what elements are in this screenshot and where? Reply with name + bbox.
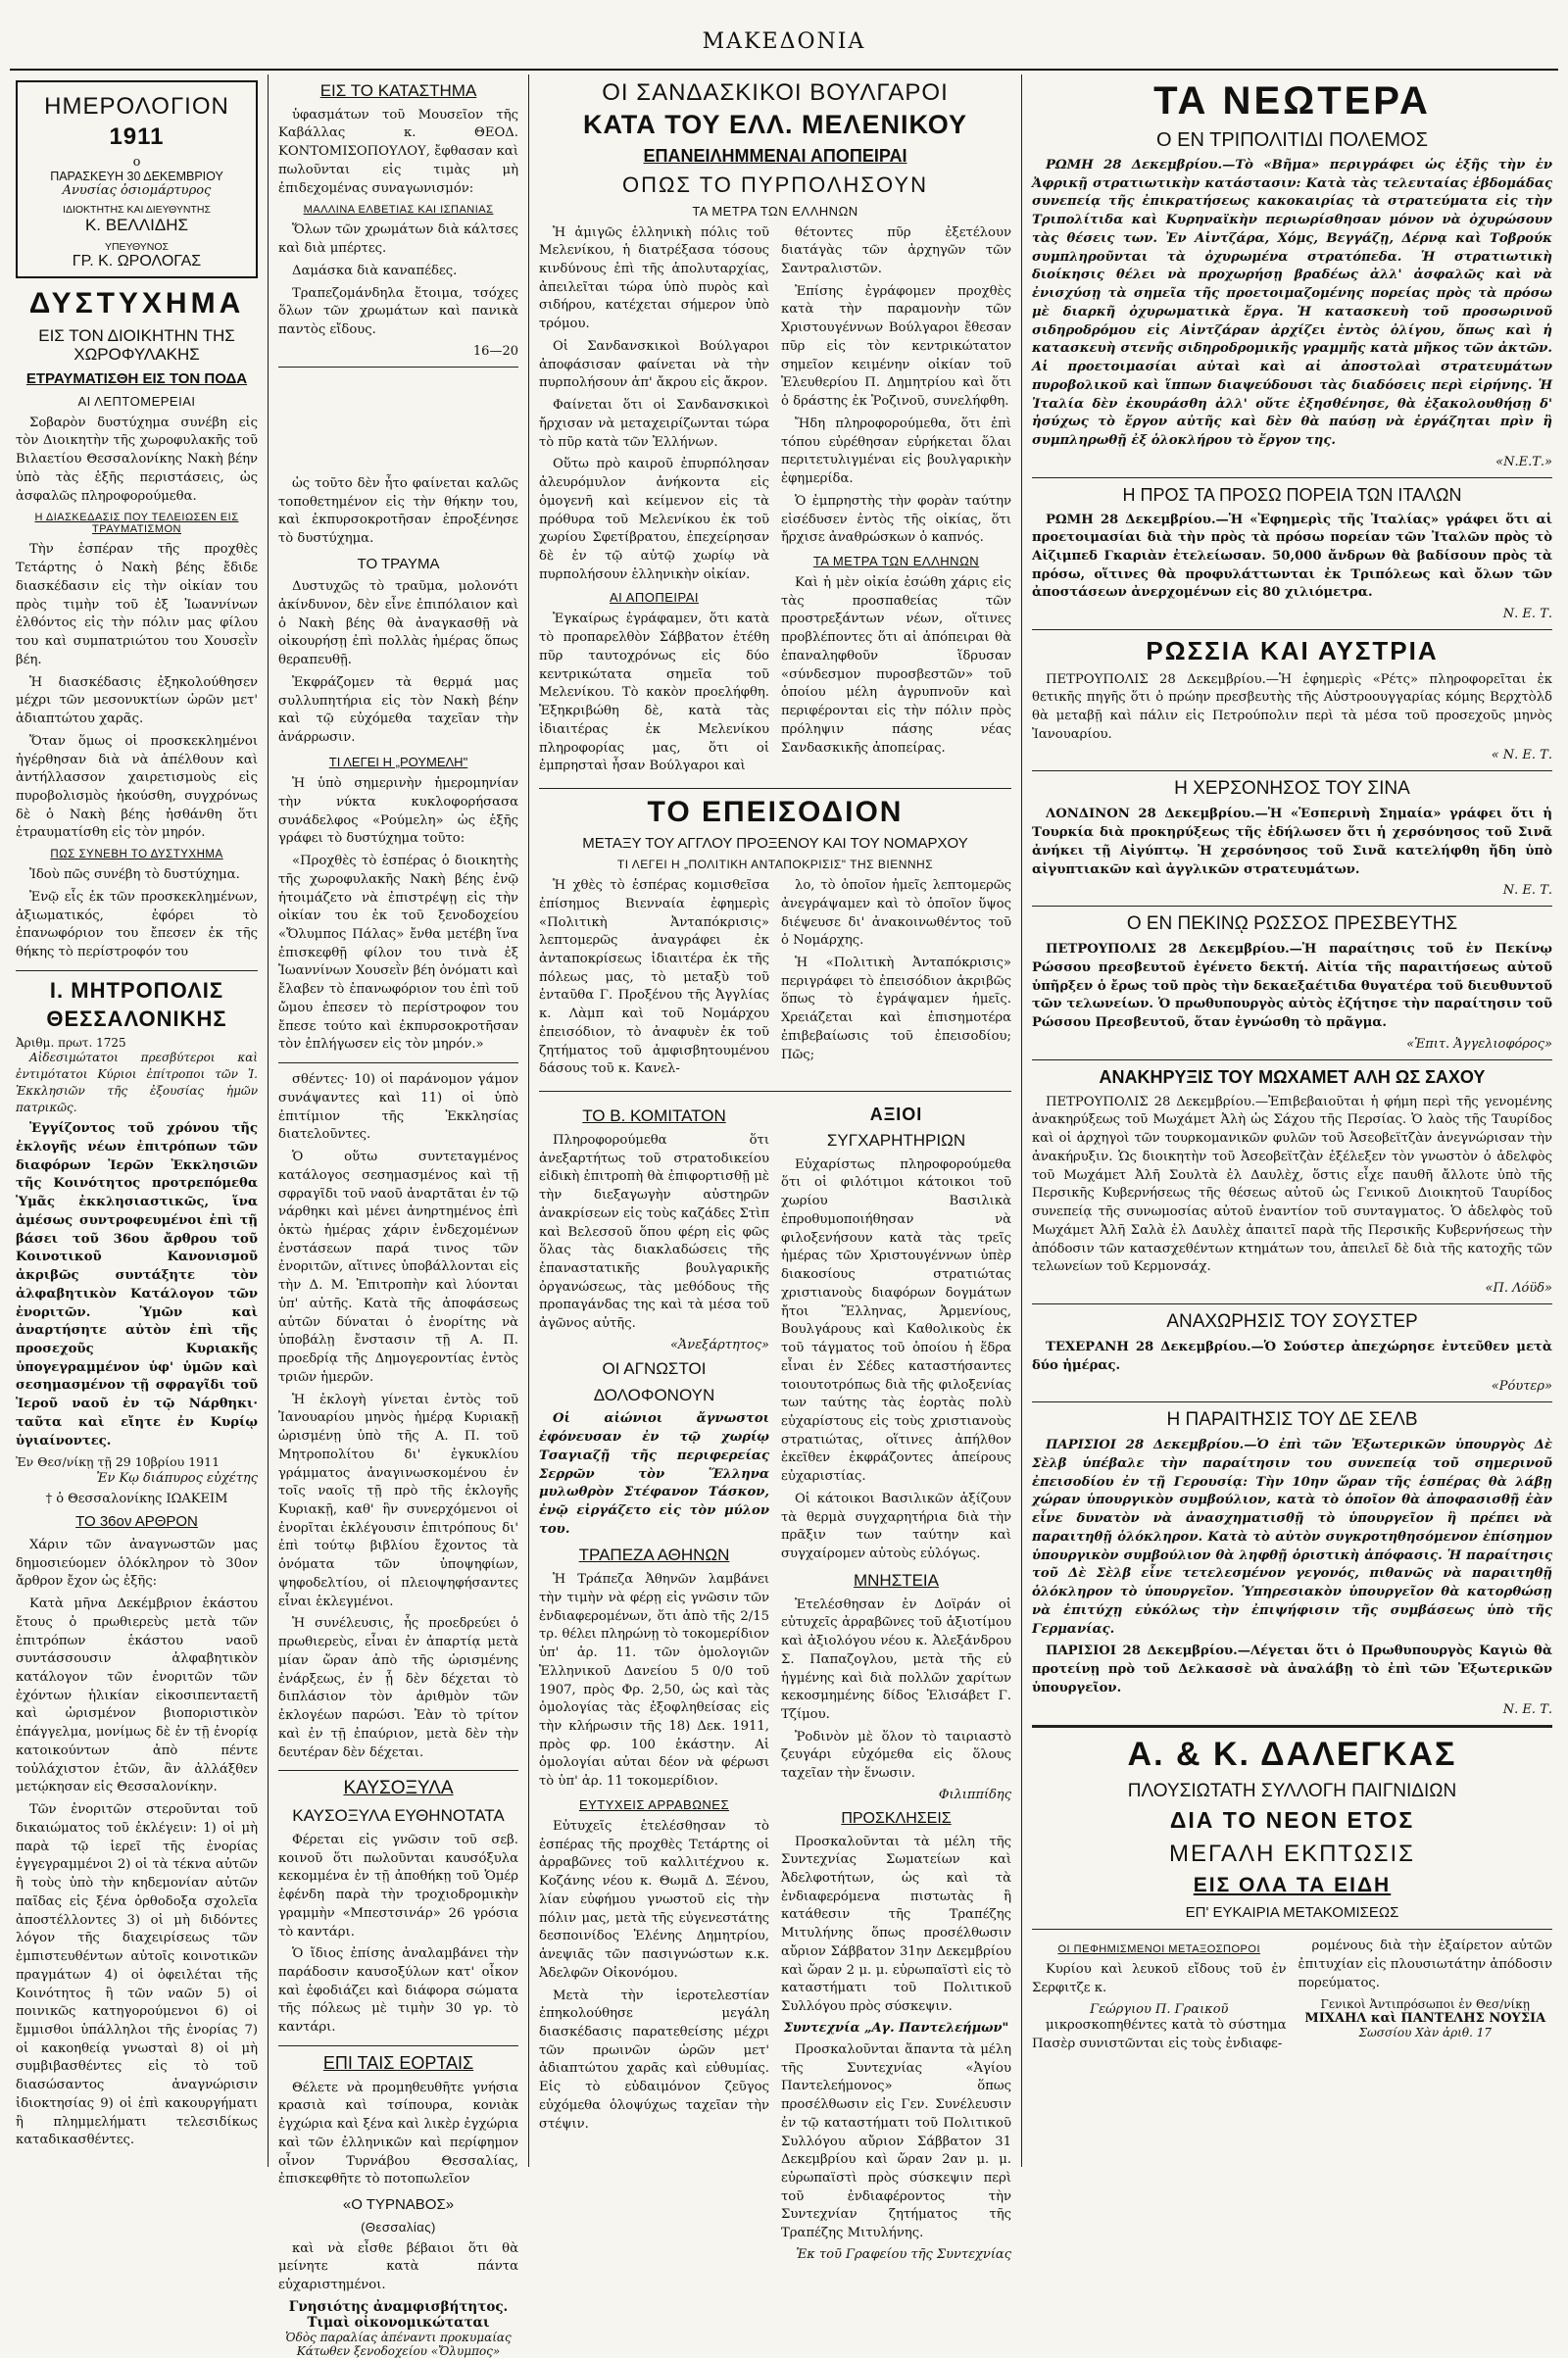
column-divider <box>268 74 269 2167</box>
mohamed-paragraph: ΠΕΤΡΟΥΠΟΛΙΣ 28 Δεκεμβρίου.—Ἐπιβεβαιοῦται ἡ φήμη περὶ τῆς γενομένης ἀνακηρύξεως τοῦ Μωχάμετ Ἀλὴ ὡς Σάχου τῆς Περσίας. Ὁ λαὸς τῆς Ταυρίδος καὶ οἱ ἀρχηγοὶ τῶν τουρκομανικῶν φυλῶν τοῦ Ἀσεοβεϊτζὰν ἀνεγνώρισαν τὴν ἀνακήρυξιν. Ὡς διοικητὴν τοῦ Ἀσεοβεϊτζὰν ἐξέλεξεν τὸν γνωστὸν ὁ ἀδελφὸς τοῦ Μωχάμετ Ἀλῆ Σουλτὰ ἐλ Δαυλὲχ, ὅστις εἶχε παυθῆ ἄλλοτε ὑπὸ τῆς Περσικῆς Κυβερνήσεως τῆς θέσεως αὐτοῦ ὡς Γενικοῦ Διοικητοῦ Ταυρίδος συνεπείᾳ τῆς συνωμοσίας αὐτοῦ ἐναντίον τοῦ συνταγματος. Ὁ ἀδελφὸς τοῦ Μωχάμετ Ἀλῆ Σαλὰ ἐλ Δαυλὲχ ἀπαιτεῖ παρὰ τῆς Περσικῆς Κυβερνήσεως τὴν ἀπόδοσιν τῶν κατασχεθέντων κτημάτων του, ἀπειλεῖ δὲ διὰ τῆς κατοχῆς τῶν τελωνείων τοῦ Κερμονσάχ. <box>1032 1094 1552 1275</box>
section-separator <box>1032 906 1552 907</box>
holidays-paragraph: Θέλετε νὰ προμηθευθῆτε γνήσια κρασιὰ καὶ τσίπουρα, κονιὰκ ἐγχώρια καὶ ξένα καὶ λικὲρ ἐγχώρια καὶ τῶν ἐλληνικῶν καὶ περίφημον οἶνον Τυρνάβου Θεσσαλίας, ἐπισκεφθῆτε τὸ ποτοπωλεῖον <box>278 2080 518 2187</box>
bank-paragraph: Ἡ Τράπεζα Ἀθηνῶν λαμβάνει τὴν τιμὴν νὰ φέρῃ εἰς γνῶσιν τῶν ἐνδιαφερομένων, ὅτι ἀπὸ τῆς 2/15 τρ. θέλει πληρώνῃ τὸ τοκομερίδιον ὑπ' ἀρ. 11. τῶν ὁμολογιῶν Ἑλληνικοῦ Δανείου 5 0/0 τοῦ 1907, πρὸς Φρ. 2,50, ὡς καὶ τὰς ὁμολογίας τὰς ἐξοφληθείσας εἰς τὴν κλήρωσιν τῆς 18) Δεκ. 1911, πρὸς φρ. 100 ἑκάστην. Αἱ ὁμολογίαι αὐται δέον νὰ φέρωσι τὸ ὑπ' ἀρ. 11 τοκομερίδιον. <box>539 1572 769 1790</box>
committee-paragraph: Πληροφορούμεθα ὅτι ἀνεξαρτήτως τοῦ στρατοδικείου εἰδικὴ ἐπιτροπὴ θὰ ἐπιφορτισθῇ μὲ τὴν διεξαγωγὴν αὐστηρῶν ἀνακρίσεων εἰς τοὺς καζάδες Στὶπ καὶ Βελεσσοῦ ὅπου φέρη εἰς φῶς ὅλας τὰς διακλαδώσεις τῆς ἐπαναστατικῆς βουλγαρικῆς ὀργανώσεως, τὰς μεθόδους τῆς προπαγάνδας της καὶ τὰ μέσα τοῦ ἀγῶνος αὐτῆς. <box>539 1132 769 1332</box>
owner-name: Κ. ΒΕΛΛΙΔΗΣ <box>84 216 189 235</box>
shop-number: 16—20 <box>472 343 518 359</box>
section-separator <box>1032 1929 1552 1930</box>
metropolis-paragraph: Κατὰ μῆνα Δεκέμβριον ἑκάστου ἔτους ὁ πρωθιερεὺς μετὰ τῶν ἐπιτρόπων ἑκάστου ναοῦ συντάσσουσιν ἀλφαβητικὸν κατάλογον τῶν ἐνοριτῶν τῶν ἐχόντων ἡλικίαν εἰκοσιπενταετῆ καὶ ὡρισμένον βιοποριστικὸν ἐπάγγελμα, μονίμως δὲ ἐν τῇ ἐνορίᾳ κατοικούντων ἀπὸ πέντε τοὐλάχιστον ἐτῶν, ἂν ἀλλάξθεν μετῴκησαν εἰς Θεσσαλονίκην. <box>16 1597 258 1795</box>
smokers-paragraph: μικροσκοπηθέντες κατὰ τὸ σύστημα Πασὲρ συνιστῶνται εἰς τοὺς ἐνδιαφε- <box>1032 2017 1287 2051</box>
committee-source: «Ἀνεξάρτητος» <box>669 1337 769 1352</box>
metropolis-paragraph: Ἐγγίζοντος τοῦ χρόνου τῆς ἐκλογῆς νέων ἐπιτρόπων τῶν διαφόρων Ἱερῶν Ἐκκλησιῶν τῆς Κοινότητος προτρεπόμεθα Ὑμᾶς ἐκκλησιαστικῶς, ἵνα ἀμέσως συντροφευμένοι ἐπὶ τῇ βάσει τοῦ 36ου ἄρθρου τοῦ Κοινοτικοῦ Κανονισμοῦ ἀκριβῶς συντάξητε τὸν ἀλφαβητικὸν Κατάλογον τῶν ἐνοριτῶν. Ὑμῶν καὶ ἀναρτήσητε αὐτὸν ἐπὶ τῆς προσεχοῦς Κυριακῆς ὑπογεγραμμένον ὑφ' ὑμῶν καὶ σεσημασμένον τῇ σφραγῖδι τοῦ Ἱεροῦ ναοῦ ἐν τῷ Νάρθηκι· ταῦτα καὶ εἴητε ἐν Κυρίῳ ὑγιαίνοντες. <box>16 1121 258 1449</box>
column-divider <box>528 74 529 2167</box>
accident-heading: ΠΩΣ ΣΥΝΕΒΗ ΤΟ ΔΥΣΤΥΧΗΜΑ <box>50 849 223 861</box>
smokers-rep-address: Σωσσίου Χὰν ἀριθ. 17 <box>1358 2025 1492 2039</box>
congrats-paragraph: Οἱ κάτοικοι Βασιλικῶν ἀξίζουν τὰ θερμὰ συγχαρητήρια διὰ τὴν πρᾶξιν των ταύτην καὶ συγχαίρομεν αὐτοὺς εὐλόγως. <box>781 1491 1011 1562</box>
episode-body <box>539 877 1011 1083</box>
section-separator <box>1032 1303 1552 1304</box>
sandanski-title: ΟΙ ΣΑΝΔΑΣΚΙΚΟΙ ΒΟΥΛΓΑΡΟΙ <box>602 79 949 106</box>
latest-source: «Ν.Ε.Τ.» <box>1495 454 1552 469</box>
peking-title: Ο ΕΝ ΠΕΚΙΝῼ ΡΩΣΣΟΣ ΠΡΕΣΒΕΥΤΗΣ <box>1126 913 1458 935</box>
shuster-source: «Ρόυτερ» <box>1491 1379 1552 1395</box>
smokers-ad <box>1032 1938 1552 2057</box>
lower-left <box>539 1100 769 2268</box>
sinai-title: Η ΧΕΡΣΟΝΗΣΟΣ ΤΟΥ ΣΙΝΑ <box>1174 778 1410 800</box>
mohamed-title: ΑΝΑΚΗΡΥΞΙΣ ΤΟΥ ΜΩΧΑΜΕΤ ΑΛΗ ΩΣ ΣΑΧΟΥ <box>1099 1066 1486 1087</box>
russia-paragraph: ΠΕΤΡΟΥΠΟΛΙΣ 28 Δεκεμβρίου.—Ἡ ἐφημερὶς «Ρέτς» πληροφορεῖται ἐκ θετικῆς πηγῆς ὅτι ὁ πρώην πρεσβευτὴς τῆς Αὐστροουγγαρίας κόμης Βερχτὸλδ θὰ μεταβῇ καὶ πάλιν εἰς Πετρούπολιν περὶ τὰ μέσα τοῦ προσεχοῦς μηνὸς Ἰανουαρίου. <box>1032 671 1552 742</box>
metropolis-title-2: ΘΕΣΣΑΛΟΝΙΚΗΣ <box>46 1006 227 1031</box>
section-separator <box>1032 629 1552 630</box>
wood-title-2: ΚΑΥΣΟΞΥΛΑ ΕΥΘΗΝΟΤΑΤΑ <box>292 1806 505 1826</box>
invites-title: ΠΡΟΣΚΛΗΣΕΙΣ <box>841 1809 952 1827</box>
masthead <box>0 0 1568 61</box>
wound-title: ΤΟ ΤΡΑΥΜΑ <box>357 555 440 572</box>
section-separator <box>539 788 1011 789</box>
wood-paragraph: Ὁ ἴδιος ἐπίσης ἀναλαμβάνει τὴν παράδοσιν καυσοξύλων κατ' οἶκον καὶ ἐφοδιάζει καὶ διάφορα σώματα τῆς πόλεως μὲ τιμὴν 30 γρ. τὸ καντάρι. <box>278 1946 518 2036</box>
article-heading: ΤΟ 36ον ΑΡΘΡΟΝ <box>75 1513 198 1531</box>
metropolis-title: Ι. ΜΗΤΡΟΠΟΛΙΣ <box>49 977 224 1003</box>
wound-paragraph: Ἐκφράζομεν τὰ θερμά μας συλλυπητήρια εἰς τὸν Νακὴ βέην καὶ τῷ εὐχόμεθα ταχεῖαν τὴν ἀνάρρωσιν. <box>278 674 518 746</box>
accident-continued: ὡς τοῦτο δὲν ἦτο φαίνεται καλῶς τοποθετημένον εἰς τὴν θήκην του, καὶ ἐκπυρσοκροτῆσαν ἐπροξένησε τὸ δυστύχημα. <box>278 475 518 546</box>
section-separator <box>16 970 258 971</box>
murderers-title: ΟΙ ΑΓΝΩΣΤΟΙ <box>602 1358 707 1378</box>
calendar-marker: ο <box>132 155 141 171</box>
metropolis-paragraph: Χάριν τῶν ἀναγνωστῶν μας δημοσιεύομεν ὁλόκληρον τὸ 30ον ἄρθρον ἔχον ὡς ἑξῆς: <box>16 1537 258 1590</box>
shop-paragraph: Τραπεζομάνδηλα ἕτοιμα, τσόχες ὅλων τῶν χρωμάτων καὶ πανικὰ παντὸς εἴδους. <box>278 285 518 338</box>
section-separator <box>1032 477 1552 478</box>
engagement-paragraph: Εὐτυχεῖς ἐτελέσθησαν τὸ ἑσπέρας τῆς προχθὲς Τετάρτης οἱ ἀρραβῶνες τοῦ καλλιτέχνου κ. Κοζάνης νέου κ. Θωμᾶ Δ. Ξένου, λίαν εὐφήμου γνωστοῦ εἰς τὴν πόλιν μας, μετὰ τῆς εὐγενεστάτης δεσποινίδος Ἑλένης Δημητρίου, ἀνεψιᾶς τῶν πασιγνώστων κ.κ. Ἀδελφῶν Οἰκονόμου. <box>539 1818 769 1981</box>
accident-paragraph: Ἡ διασκέδασις ἐξηκολούθησεν μέχρι τῶν μεσονυκτίων ὡρῶν μετ' ἀδιαπτώτου χαρᾶς. <box>16 674 258 727</box>
accident-paragraph: Τὴν ἑσπέραν τῆς προχθὲς Τετάρτης ὁ Νακὴ βέης ἔδιδε διασκέδασιν εἰς τὴν οἰκίαν του πρὸς τιμὴν τοῦ ἐξ Ἰωαννίνων ἐλθόντος εἰς τὴν πόλιν μας φίλου του καὶ συμπατριώτου του Χουσεῒν βέη. <box>16 542 258 667</box>
sandanski-right <box>781 224 1011 781</box>
memorial-paragraph: Ἐτελέσθησαν ἐν Δοϊράν οἱ εὐτυχεῖς ἀρραβῶνες τοῦ ἀξιοτίμου καὶ ἀξιολόγου νέου κ. Ἀλεξάνδρου Σ. Παπαζογλου, μετὰ τῆς εὐ ἡγμένης καὶ διὰ πολλῶν χαρίτων κεκοσμημένης δίδος Ἐλισάβετ Γ. Τζίμου. <box>781 1597 1011 1722</box>
latest-paragraph: ΡΩΜΗ 28 Δεκεμβρίου.—Τὸ «Βῆμα» περιγράφει ὡς ἑξῆς τὴν ἐν Ἀφρικῇ στρατιωτικὴν κατάστασιν: Κατὰ τὰς τελευταίας ἑβδομάδας συνεπείᾳ τῆς ἐπικρατήσεως κακοκαιρίας τὰ στρατεύματα εἰς τὴν Τριπολίτιδα καὶ Κυρηναϊκὴν περιωρίσθησαν μόνον νὰ ὀχυρώσουν τὰς θέσεις των. Ἐν Αἰντζάρα, Χόμς, Βεγγάζῃ, Δέρνᾳ καὶ Τοβρούκ συμπληροῦνται τὰ ὀχυρωμένα στρατόπεδα. Ἡ στρατιωτικὴ διοίκησις θέλει νὰ προχωρήσῃ βραδέως ἀλλ' ἀσφαλῶς καὶ νὰ ἐνισχύσῃ τὰ σημεῖα τῆς προετοιμαζομένης πορείας πρὸς τὰ πρόσω μὲ διαρκῆ ὀχυρωματικὰ ἔργα. Ἡ κατασκευὴ τοῦ προσωρινοῦ σιδηροδρόμου εἰς Αἰντζάραν ἀρχίζει ἐντὸς ὀλίγου, ὅπως καὶ ἡ κατασκευὴ στενῆς σιδηροδρομικῆς γραμμῆς κατὰ μῆκος τῶν ἀκτῶν. Αἱ προετοιμασίαι αὐταὶ καὶ αἱ ἀποστολαὶ στρατευμάτων πυροβολικοῦ καὶ ἵππων διαψεύδουσι τὰς διαδόσεις περὶ εἰρήνης. Ἡ Ἰταλία δὲν ἐκουράσθη ἀλλ' οὔτε ἐξησθένησε, θὰ ἐξακολουθήσῃ δ' ἡσύχως τὸ ἔργον αὐτῆς καὶ δὲν θὰ παύσῃ νὰ ἐργάζηται πρὶν ἢ συμπληρωθῇ ἐξ ὁλοκλήρου τὸ ἔργον της. <box>1032 158 1552 449</box>
section-separator <box>278 2045 518 2046</box>
smokers-name: Γεώργιου Π. Γραικοῦ <box>1090 2001 1229 2017</box>
sandanski-kicker: ΤΑ ΜΕΤΡΑ ΤΩΝ ΕΛΛΗΝΩΝ <box>692 203 858 219</box>
sandanski-left <box>539 224 769 781</box>
sinai-source: Ν. Ε. Τ. <box>1502 883 1552 899</box>
congrats-paragraph: Εὐχαρίστως πληροφορούμεθα ὅτι οἱ φιλότιμοι κάτοικοι τοῦ χωρίου Βασιλικὰ ἐπροθυμοποιήθησαν νὰ φιλοξενήσουν κατὰ τὰς τρεῖς ἡμέρας τῶν Χριστουγέννων ὑπὲρ διακοσίους στρατιώτας χριστιανοὺς διαφόρων δογμάτων ἤτοι Ἕλληνας, Ἀρμενίους, Βουλγάρους καὶ Καθολικοὺς ἐκ τοῦ τάγματος τοῦ ὁποίου ἡ ἕδρα εἶναι ἐν Σέδες καταστήσαντες τοιουτοτρόπως διὰ τῆς φιλοξενίας των ταύτης τὰς ἑορτὰς πολὺ εὐχαρίστους εἰς τοὺς χριστιανοὺς στρατιώτας, οἵτινες ἀπήλθον ἐκεῖθεν ἐκφράζοντες ἀπείρους εὐχαριστίας. <box>781 1156 1011 1485</box>
roumeli-paragraph: «Προχθὲς τὸ ἑσπέρας ὁ διοικητὴς τῆς χωροφυλακῆς Νακὴ βέης ἐνῷ ἡτοιμάζετο νὰ ἐπιστρέψῃ εἰς τὴν οἰκίαν του ἐκ τοῦ ξενοδοχείου «Ὄλυμπος Πάλας» ἔνθα μετέβη ἵνα ἐπισκεφθῇ φίλον του τινὰ ἐξ Ἰωαννίνων Χουσεῒν βέη ὀνόματι καὶ ἔλαβεν τὸ ἐπανωφόριον του ἐπὶ τοῦ ὤμου ἐπεσεν τὸ περίστροφον του ἔπεσε τούτο καὶ ἐκπυρσοκροτῆσαν τὸν ἐπλήγωσεν εἰς τὸν μηρόν.» <box>278 854 518 1053</box>
shuster-title: ΑΝΑΧΩΡΗΣΙΣ ΤΟΥ ΣΟΥΣΤΕΡ <box>1166 1310 1418 1332</box>
smokers-rep-name: ΜΙΧΑΗΛ καὶ ΠΑΝΤΕΛΗΣ ΝΟΥΣΙΑ <box>1304 2010 1546 2026</box>
smokers-paragraph: Κυρίου καὶ λευκοῦ εἴδους τοῦ ἐν Σερφιτζε κ. <box>1032 1962 1287 1996</box>
calendar-box <box>16 80 258 278</box>
shuster-paragraph: ΤΕΧΕΡΑΝΗ 28 Δεκεμβρίου.—Ὁ Σούστερ ἀπεχώρησε ἐντεῦθεν μετὰ δύο ἡμέρας. <box>1032 1339 1552 1373</box>
sandanski-paragraph: Ἡ ἀμιγῶς ἑλληνικὴ πόλις τοῦ Μελενίκου, ἡ διατρέξασα τόσους κινδύνους ἐπὶ τῆς ἀπολυταρχίας, ἀπειλεῖται τώρα ὑπὸ πυρὸς καὶ σιδήρου, κατέχεται σήμερον ὑπὸ τρόμου. <box>539 224 769 332</box>
episode-subtitle: ΜΕΤΑΞΥ ΤΟΥ ΑΓΓΛΟΥ ΠΡΟΞΕΝΟΥ ΚΑΙ ΤΟΥ ΝΟΜΑΡΧΟΥ <box>582 834 968 852</box>
invites-paragraph: Προσκαλοῦνται τὰ μέλη τῆς Συντεχνίας Σωματείων καὶ Ἀδελφοτήτων, ὡς καὶ τὰ ἐνδιαφερόμενα πιστωτὰς ἢ κατάθεσιν τῆς Τραπέζης Μιτυλήνης ὅπως προσέλθωσιν αὔριον Σάββατον 31ην Δεκεμβρίου καὶ ὥραν 2 μ. μ. εὐρωπαϊστὶ εἰς τὸ καταστήματι τοῦ Πολιτικοῦ Συλλόγου πρὸς σύσκεψιν. <box>781 1834 1011 2015</box>
owner-label: ΙΔΙΟΚΤΗΤΗΣ ΚΑΙ ΔΙΕΥΘΥΝΤΗΣ <box>63 204 211 217</box>
latest-subtitle: Ο ΕΝ ΤΡΙΠΟΛΙΤΙΔΙ ΠΟΛΕΜΟΣ <box>1156 129 1428 151</box>
shop-title: ΕΙΣ ΤΟ ΚΑΤΑΣΤΗΜΑ <box>319 81 477 100</box>
column-4 <box>1024 74 1560 2167</box>
sandanski-body <box>539 224 1011 781</box>
sandanski-paragraph: Ἐγκαίρως ἐγράφαμεν, ὅτι κατὰ τὸ προπαρελθὸν Σάββατον ἐτέθη πῦρ ταυτοχρόνως εἰς δύο κεντρικώτατα σημεῖα τοῦ Μελενίκου. Τὸ κακὸν προελήφθη. Ἐξηκριβώθη δὲ, κατὰ τὰς ἰδιαιτέρας ἐκ Μελενίκου πληροφορίας μας, ὅτι οἱ ἐμπρησταὶ ἦσαν Βούλγαροι καὶ <box>539 612 769 774</box>
editor-name: ΓΡ. Κ. ΩΡΟΛΟΓΑΣ <box>72 253 202 270</box>
accident-subtitle: ΕΙΣ ΤΟΝ ΔΙΟΙΚΗΤΗΝ ΤΗΣ ΧΩΡΟΦΥΛΑΚΗΣ <box>38 325 235 364</box>
holidays-address: Ὁδὸς παραλίας ἀπέναντι προκυμαίας <box>285 2330 512 2344</box>
memorial-signature: Φιλιππίδης <box>938 1787 1011 1802</box>
invites-signature-2: Ἐκ τοῦ Γραφείου τῆς Συντεχνίας <box>796 2246 1011 2262</box>
russia-title: ΡΩΣΣΙΑ ΚΑΙ ΑΥΣΤΡΙΑ <box>1146 636 1439 666</box>
calendar-date: ΠΑΡΑΣΚΕΥΗ 30 ΔΕΚΕΜΒΡΙΟΥ <box>50 170 223 184</box>
episode-paragraph: Ἡ «Πολιτικὴ Ἀνταπόκρισις» περιγράφει τὸ ἐπεισόδιον ἀκριβῶς ὅπως τὸ ἐγράψαμεν ἡμεῖς. Χρειάζεται καὶ ἐπισημοτέρα ἐπιβεβαίωσις τοῦ ἐπεισοδίου; Πῶς; <box>781 956 1011 1062</box>
roumeli-title: ΤΙ ΛΕΓΕΙ Η „ΡΟΥΜΕΛΗ" <box>328 754 468 769</box>
latest-title: ΤΑ ΝΕΩΤΕΡΑ <box>1153 79 1431 123</box>
measures-heading: ΤΑ ΜΕΤΡΑ ΤΩΝ ΕΛΛΗΝΩΝ <box>812 554 980 568</box>
lower-section <box>539 1100 1011 2268</box>
peking-paragraph: ΠΕΤΡΟΥΠΟΛΙΣ 28 Δεκεμβρίου.—Ἡ παραίτησις τοῦ ἐν Πεκίνῳ Ρώσσου πρεσβευτοῦ ἐγένετο δεκτή. Αἰτία τῆς παραιτήσεως αὐτοῦ ὑπῆρξεν ὁ ἔρως τοῦ πρὸς τὴν δεκαεξαέτιδα θυγατέρα τοῦ διευθυντοῦ τῶν τελωνείων. Ὁ πρωθυπουργὸς αὐτὸς ἐζήτησε τὴν παραίτησιν τοῦ Ρώσσου Πρεσβευτοῦ, ὅταν ἐγνώσθη τὸ πρᾶγμα. <box>1032 942 1552 1031</box>
sandanski-paragraph: Οὕτω πρὸ καιροῦ ἐπυρπόλησαν ἀλευρόμυλον ἀνήκοντα εἰς ὁμογενῆ καὶ κείμενον εἰς τὰ πρόθυρα τοῦ Μελενίκου ἐκ τοῦ χωρίου Σφετίβρατου, ἐπεχείρησαν δὲ ἐν τῷ αὐτῷ χωρίῳ νὰ πυρπολήσουν ἑλληνικὴν οἰκίαν. <box>539 457 769 582</box>
deselves-title: Η ΠΑΡΑΙΤΗΣΙΣ ΤΟΥ ΔΕ ΣΕΛΒ <box>1166 1409 1418 1431</box>
sandanski-paragraph: Ἤδη πληροφορούμεθα, ὅτι ἐπὶ τόπου εὑρέθησαν εὑρήκεται ὅλαι περιτετυλιγμέναι εἰς βουλγαρικὴν ἐφημερίδα. <box>781 416 1011 487</box>
accident-kicker: ΑΙ ΛΕΠΤΟΜΕΡΕΙΑΙ <box>77 393 196 409</box>
ad-line-4: ΕΙΣ ΟΛΑ ΤΑ ΕΙΔΗ <box>1193 1873 1392 1896</box>
section-separator <box>1032 1059 1552 1060</box>
deselves-paragraph: ΠΑΡΙΣΙΟΙ 28 Δεκεμβρίου.—Ὁ ἐπὶ τῶν Ἐξωτερικῶν ὑπουργὸς Δὲ Σὲλβ ὑπέβαλε τὴν παραίτησιν του συνεπείᾳ τοῦ σημερινοῦ ἐπεισοδίου ἐν τῇ Γερουσίᾳ: Τὴν 10ην ὥραν τῆς ἑσπέρας θὰ λάβῃ χώραν ὑπουργικὸν συμβούλιον, κατὰ τὸ ὁποῖον θὰ ἀποφασισθῇ ἐὰν εἶνε δυνατὸν νὰ ἀνασχηματισθῇ τὸ ὑπουργεῖον ἢ πρέπει νὰ παραιτηθῇ ὁλόκληρον. Κατὰ τὸ αὐτὸν συγκροτηθησόμενον ἐπίσημον ὑπουργικὸν συμβούλιον θὰ ληφθῇ ὁριστικὴ ἀπόφασις. Ἡ παραίτησις τοῦ Δὲ Σὲλβ εἶνε τετελεσμένον γεγονός, πιθανῶς νὰ παραιτηθῇ ὁλόκληρον τὸ ὑπουργεῖον. Ὑπηρεσιακὸν ὑπουργεῖον θὰ κατορθώσῃ νὰ ἐπιτύχῃ εὐκόλως τὴν ἐπιψήφισιν τῆς συμβάσεως ὑπὸ τῆς Γερμανίας. <box>1032 1438 1552 1637</box>
calendar-saint: Ανυσίας ὁσιομάρτυρος <box>62 183 212 199</box>
episode-paragraph: Ἡ χθὲς τὸ ἑσπέρας κομισθεῖσα ἐπίσημος Βιενναία ἐφημερὶς «Πολιτικὴ Ἀνταπόκρισις» λεπτομερῶς ἀναγράφει ἐκ ἀνταποκρίσεως ἰδιαιτέρα ἐκ τῆς πόλεως μας, τὸ μεταξὺ τοῦ ἐνταῦθα Γ. Προξένου τῆς Ἀγγλίας κ. Λὰμπ καὶ τοῦ Νομάρχου ἐπεισόδιον, τὸ ἀναφυὲν ἐκ τοῦ ζητήματος τοῦ ἀμφισβητουμένου δάσους τοῦ κ. Κανελ- <box>539 878 769 1077</box>
newspaper-title: ΜΑΚΕΔΟΝΙΑ <box>702 29 866 54</box>
accident-paragraph: Σοβαρὸν δυστύχημα συνέβη εἰς τὸν Διοικητὴν τῆς χωροφυλακῆς τοῦ Βιλαετίου Θεσσαλονίκης Νακὴ βέην ὑπὸ τὰς ἑξῆς περιστάσεις, ὡς ἀσφαλῶς πληροφορούμεθα. <box>16 415 258 504</box>
mohamed-source: «Π. Λόϋδ» <box>1485 1280 1552 1296</box>
accident-paragraph: Ἐνῷ εἷς ἐκ τῶν προσκεκλημένων, ἀξιωματικός, ἐφόρει τὸ ἐπανωφόριον του ἔπεσεν ἐκ τῆς θήκης τὸ περίστροφόν του <box>16 889 258 960</box>
engagement-paragraph: Μετὰ τὴν ἱεροτελεστίαν ἐπηκολούθησε μεγάλη διασκέδασις παρατεθείσης μέχρι τῶν πρωινῶν ὡρῶν μετ' ἀδιαπτώτου χαρᾶς καὶ εὐθυμίας. Εἰς τὸ εὐδαιμόνον ζεῦγος εὐχόμεθα ὁλοψύχως ταχεῖαν τὴν στέψιν. <box>539 1988 769 2132</box>
sinai-paragraph: ΛΟΝΔΙΝΟΝ 28 Δεκεμβρίου.—Ἡ «Ἑσπερινὴ Σημαία» γράφει ὅτι ἡ Τουρκία διὰ προκηρύξεως τῆς ἐδήλωσεν ὅτι ἡ χερσόνησος τοῦ Σινᾶ ἀνήκει τῇ Αἰγύπτῳ. Ἡ χερσόνησος τοῦ Σινᾶ κατελήφθη ἤδη ὑπὸ αἰγυπτιακῶν καὶ ἀγγλικῶν στρατευμάτων. <box>1032 807 1552 877</box>
smokers-title: ΟΙ ΠΕΦΗΜΙΣΜΕΝΟΙ ΜΕΤΑΞΟΣΠΟΡΟΙ <box>1057 1943 1260 1956</box>
episode-paragraph: λο, τὸ ὁποῖον ἠμεῖς λεπτομερῶς ἀνεγράψαμεν καὶ τὸ ὁποῖον ὕψος διέψευσε δι' ἀνακοινωθέντος τοῦ ὁ Νομάρχης. <box>781 878 1011 949</box>
attempts-heading: ΑΙ ΑΠΟΠΕΙΡΑΙ <box>609 590 699 606</box>
smokers-paragraph: ρομένους διὰ τὴν ἐξαίρετον αὐτῶν ἐπιτυχίαν εἰς πλουσιωτάτην ἀπόδοσιν πορεύματος. <box>1298 1939 1552 1990</box>
shop-paragraph: ὑφασμάτων τοῦ Μουσεῖον τῆς Καβάλλας κ. ΘΕΟΔ. ΚΟΝΤΟΜΙΣΟΠΟΥΛΟΥ, ἔφθασαν καὶ πωλοῦνται εἰς τιμὰς μὴ ἐπιδεχομένας συναγωνισμόν: <box>278 107 518 196</box>
metropolis-paragraph: Τῶν ἐνοριτῶν στεροῦνται τοῦ δικαιώματος τοῦ ἐκλέγειν: 1) οἱ μὴ παρὰ τῷ ἱερεῖ τῆς ἐνορίας ἐγγεγραμμένοι 2) οἱ τὰ τέκνα αὐτῶν ἢ τοὺς ὑπὸ τὴν κηδεμονίαν αὐτῶν παῖδας εἰς ξένα ὀρθοδοξα σχολεῖα ἀποστέλλοντες 3) οἱ μὴ διδόντες λόγον τῆς διαχειρίσεως τῶν ἐμπιστευθέντων αὐτοῖς κοινοτικῶν πραγμάτων 4) οἱ ὀφειλέται τῆς Κοινότητος ἢ τῶν ναῶν 5) οἱ ποινικῶς κατηγορούμενοι 6) οἱ ἔμμισθοι ὑπάλληλοι τῆς ἐνορίας 7) οἱ κακοηθείᾳ γνωσταὶ 8) οἱ μὴ συμβιβασθέντες εἰς τὸ τοῦ διασώσαντος ἀναγνώρισιν ἰδιοκτησίας 9) οἱ ἐπὶ κακουργήματι ἢ πλημμελήματι τελεσιδίκως καταδικασθέντες. <box>16 1802 258 2148</box>
episode-kicker: ΤΙ ΛΕΓΕΙ Η „ΠΟΛΙΤΙΚΗ ΑΝΤΑΠΟΚΡΙΣΙΣ" ΤΗΣ ΒΙΕΝΝΗΣ <box>616 858 934 872</box>
accident-paragraph: Ὅταν ὅμως οἱ προσκεκλημένοι ἠγέρθησαν διὰ νὰ ἀπέλθουν καὶ ἀντήλλασσον χαιρετισμοὺς εἰς πυροβολισμὸς ἠκούσθη, συγχρόνως δὲ ὁ Νακὴ βέης ἠσθάνθη ὅτι ἐτραυματίσθη εἰς τὸν μηρόν. <box>16 733 258 841</box>
italians-source: Ν. Ε. Τ. <box>1502 607 1552 622</box>
metropolis-date: Ἐν Θεσ/νίκῃ τῇ 29 10βρίου 1911 <box>16 1454 220 1470</box>
sandanski-subtitle-2: ΟΠΩΣ ΤΟ ΠΥΡΠΟΛΗΣΟΥΝ <box>621 172 928 198</box>
russia-source: « Ν. Ε. Τ. <box>1491 748 1552 763</box>
congrats-title: ΑΞΙΟΙ <box>869 1105 923 1125</box>
sandanski-paragraph: Ἐπίσης ἐγράφομεν προχθὲς κατὰ τὴν παραμονὴν τῶν Χριστουγέννων Βούλγαροι ἔθεσαν πῦρ εἰς τὸν κεντρικώτατον σημεῖον κειμένην οἰκίαν τοῦ Ἐλευθερίου Π. Δημητρίου καὶ ὅτι ὁ δράστης ἐκ Ῥοζινοῦ, συνελήφθη. <box>781 283 1011 410</box>
invites-signature: Συντεχνία „Αγ. Παντελεήμων" <box>783 2020 1009 2036</box>
murderers-title-2: ΔΟΛΟΦΟΝΟΥΝ <box>593 1385 715 1404</box>
ad-line-3: ΜΕΓΑΛΗ ΕΚΠΤΩΣΙΣ <box>1169 1841 1415 1868</box>
italians-title: Η ΠΡΟΣ ΤΑ ΠΡΟΣΩ ΠΟΡΕΙΑ ΤΩΝ ΙΤΑΛΩΝ <box>1122 484 1462 505</box>
article-continued: Ἡ συνέλευσις, ἧς προεδρεύει ὁ πρωθιερεὺς, εἶναι ἐν ἀπαρτίᾳ μετὰ μίαν ὥραν ἀπὸ τῆς ὡρισμένης ἐνάρξεως, ἐν ᾗ δὲν δέχεται τὸ διπλάσιον τὸν ἀριθμὸν τῶν ἐκλογέων παρώσι. Ἐὰν τὸ τρίτον καὶ ἐν τῇ ἐπαύριον, μετὰ δὲν τὴν δευτέραν δὲν δέχεται. <box>278 1616 518 1760</box>
accident-subtitle-2: ΕΤΡΑΥΜΑΤΙΣΘΗ ΕΙΣ ΤΟΝ ΠΟΔΑ <box>25 370 248 388</box>
column-3 <box>531 74 1019 2262</box>
section-separator <box>278 367 518 368</box>
italians-paragraph: ΡΩΜΗ 28 Δεκεμβρίου.—Ἡ «Ἐφημερὶς τῆς Ἰταλίας» γράφει ὅτι αἱ προετοιμασίαι διὰ τὴν πρὸς τὰ πρόσω πορείαν τῶν Ἰταλῶν πρὸς τὸ Αἰζιμπεδ Γκαριὰν ἐτελείωσαν. 50,000 ἄνδρων θὰ βαδίσουν πρὸς τὰ πρόσω, οἵτινες θὰ προφυλάττωνται ἐκ Τριπόλεως καὶ ὄλων τῶν ἀποστάσεων ἀνερχομένων εἰς 80 χιλιόμετρα. <box>1032 512 1552 601</box>
article-continued: Ἡ ἐκλογὴ γίνεται ἐντὸς τοῦ Ἰανουαρίου μηνὸς ἡμέρᾳ Κυριακῇ ὡρισμένῃ ὑπὸ τῆς Α. Π. τοῦ Μητροπολίτου δι' ἐγκυκλίου γράμματος ἀναγινωσκομένου ἐν τοῖς ναοῖς τῇ πρὸ τῆς ἐκλογῆς Κυριακῇ, καθ' ἣν συνερχόμενοι οἱ ἐνορῖται ἐκλέγουσιν ἐπιτρόπους δι' ἐπὶ τούτῳ βιβλίου ἔχοντος τὰ ὀνόματα τῶν ὑποψηφίων, ψηφοδελτίου, οἱ πλειοψηφήσαντες εἶναι ἐκλεγμένοι. <box>278 1392 518 1609</box>
congrats-title-2: ΣΥΓΧΑΡΗΤΗΡΙΩΝ <box>826 1131 966 1151</box>
committee-title: ΤΟ Β. ΚΟΜΙΤΑΤΟΝ <box>582 1106 726 1126</box>
engagement-title: ΕΥΤΥΧΕΙΣ ΑΡΡΑΒΩΝΕΣ <box>578 1796 730 1812</box>
ad-brand: Α. & Κ. ΔΑΛΕΓΚΑΣ <box>1127 1735 1457 1773</box>
accident-paragraph: Ἰδοὺ πῶς συνέβη τὸ δυστύχημα. <box>29 867 240 883</box>
calendar-year: 1911 <box>109 123 165 151</box>
sandanski-paragraph: Φαίνεται ὅτι οἱ Σανδανσκικοὶ ἤρχισαν νὰ μεταχειρίζωνται τώρα τὸ πῦρ κατὰ τῶν Ἑλλήνων. <box>539 398 769 450</box>
shop-paragraph: Ὅλων τῶν χρωμάτων διὰ κάλτσες καὶ διὰ μπέρτες. <box>278 222 518 257</box>
column-divider <box>1021 74 1022 2167</box>
article-continued: Ὁ οὕτω συντεταγμένος κατάλογος σεσημασμένος καὶ τῇ σφραγῖδι τοῦ ναοῦ ἀναρτᾶται ἐν τῷ νάρθηκι καὶ μένει ἀνηρτημένος ἐπὶ ὀκτὼ ἡμέρας χάριν ἐνδεχομένων ἐνστάσεων παρά τινος τῶν ἐνοριτῶν, αἵτινες ὑποβάλλονται εἰς τὴν Δ. Μ. Ἐπιτροπὴν καὶ λύονται ὑπ' αὐτῆς. Κατὰ τῆς ἀποφάσεως αὐτῶν δύναται ὁ ἐνορίτης νὰ ὑποβάλῃ ἔνστασιν τῇ Α. Π. προεδρίᾳ τῆς Δημογεροντίας ἐντὸς τριῶν ἡμερῶν. <box>278 1150 518 1385</box>
holidays-paragraph: καὶ νὰ εἶσθε βέβαιοι ὅτι θὰ μείνητε κατὰ πάντα εὐχαριστημένοι. <box>278 2240 518 2293</box>
memorial-paragraph: Ῥοδινὸν μὲ ὅλον τὸ ταιριαστὸ ζευγάρι εὐχόμεθα εἰς ὅλους ταχεῖαν τὴν ἕνωσιν. <box>781 1729 1011 1782</box>
section-separator <box>1032 1725 1552 1728</box>
episode-title: ΤΟ ΕΠΕΙΣΟΔΙΟΝ <box>647 796 904 829</box>
sandanski-paragraph: Ὁ ἐμπρηστὴς τὴν φορὰν ταύτην εἰσέδυσεν ἐντὸς τῆς οἰκίας, ὅτι ἤρχισε ἀναθρώσκων ὁ καπνός. <box>781 493 1011 546</box>
section-separator <box>278 1770 518 1771</box>
deselves-source: Ν. Ε. Τ. <box>1502 1701 1552 1717</box>
sandanski-paragraph: Καὶ ἡ μὲν οἰκία ἐσώθη χάρις εἰς τὰς προσπαθείας τῶν προστρεξάντων νέων, οἵτινες προβλέποντες ὅτι αἱ ἀπόπειραι θὰ ἐπαναληφθοῦν ἵδρυσαν «σύνδεσμον πυροσβεστῶν» τοῦ ὁποίου μέλη ἀγρυπνοῦν καὶ περιφέρονται εἰς τὴν πόλιν πρὸς πρόληψιν πάσης νέας Σανδασκικῆς ἀποπείρας. <box>781 575 1011 756</box>
invites-paragraph: Προσκαλοῦνται ἅπαντα τὰ μέλη τῆς Συντεχνίας «Ἁγίου Παντελεήμονος» ὅπως προσέλθωσιν εἰς Γεν. Συνέλευσιν ἐν τῷ καταστήματι τοῦ Πολιτικοῦ Συλλόγου αὔριον Σάββατον 31 Δεκεμβρίου καὶ ὥραν 2αν μ. μ. εὐρωπαϊστὶ πρὸς σύσκεψιν περὶ τοῦ ἐνδιαφέροντος τὴν Συντεχνίαν ζητήματος τῆς Τραπέζης Μιτυλήνης. <box>781 2041 1011 2241</box>
holidays-slogan: Γνησιότης ἀναμφισβήτητος. Τιμαὶ οἰκονομικώταται <box>288 2298 509 2331</box>
metropolis-signature: † ὁ Θεσσαλονίκης ΙΩΑΚΕΙΜ <box>45 1492 228 1507</box>
editor-label: ΥΠΕΥΘΥΝΟΣ <box>104 241 170 254</box>
sandanski-paragraph: θέτοντες πῦρ ἐξετέλουν διατάγὰς τῶν ἀρχηγῶν τῶν Σαντραλιστῶν. <box>781 224 1011 276</box>
shop-paragraph: Δαμάσκα διὰ καναπέδες. <box>292 263 458 278</box>
deselves-paragraph: ΠΑΡΙΣΙΟΙ 28 Δεκεμβρίου.—Λέγεται ὅτι ὁ Πρωθυπουργὸς Καγιὼ θὰ προτείνῃ πρὸ τοῦ Δελκασσὲ νὰ ἀναλάβῃ τὸ ἐπὶ τῶν Ἐξωτερικῶν ὑπουργεῖον. <box>1032 1644 1552 1695</box>
peking-source: «Ἐπιτ. Ἀγγελιοφόρος» <box>1406 1036 1552 1052</box>
section-separator <box>539 1091 1011 1092</box>
article-continued: σθέντες· 10) οἱ παράνομον γάμον συνάψαντες καὶ 11) οἱ ὑπὸ ἐπιτίμιον τῆς Ἐκκλησίας διατελοῦντες. <box>278 1072 518 1143</box>
ad-line-1: ΠΛΟΥΣΙΩΤΑΤΗ ΣΥΛΛΟΓΗ ΠΑΙΓΝΙΔΙΩΝ <box>1127 1780 1457 1801</box>
lower-right <box>781 1100 1011 2268</box>
section-separator <box>1032 770 1552 771</box>
wound-paragraph: Δυστυχῶς τὸ τραῦμα, μολονότι ἀκίνδυνον, δὲν εἶνε ἐπιπόλαιον καὶ ὁ Νακὴ βέης θὰ ἀναγκασθῇ νὰ οἰκουρήσῃ ἐπὶ πολλὰς ἡμέρας ὅπως θεραπευθῇ. <box>278 579 518 668</box>
column-1 <box>8 74 266 2167</box>
smokers-rep-label: Γενικοὶ Ἀντιπρόσωποι ἐν Θεσ/νίκῃ <box>1320 1996 1530 2011</box>
roumeli-paragraph: Ἡ ὑπὸ σημερινὴν ἡμερομηνίαν τὴν νύκτα κυκλοφορήσασα συνάδελφος «Ρούμελη» ὡς ἑξῆς γράφει τὸ δυστύχημα τοῦτο: <box>278 776 518 847</box>
accident-heading: Η ΔΙΑΣΚΕΔΑΣΙΣ ΠΟΥ ΤΕΛΕΙΩΣΕΝ ΕΙΣ ΤΡΑΥΜΑΤΙΣΜΟΝ <box>34 512 239 536</box>
accident-title: ΔΥΣΤΥΧΗΜΑ <box>28 287 245 320</box>
wood-title: ΚΑΥΣΟΞΥΛΑ <box>343 1778 454 1799</box>
memorial-title: ΜΝΗΣΤΕΙΑ <box>853 1570 939 1590</box>
section-separator <box>278 1062 518 1063</box>
protocol-number: Ἀριθμ. πρωτ. 1725 <box>16 1036 126 1051</box>
ad-line-5: ΕΠ' ΕΥΚΑΙΡΙΑ ΜΕΤΑΚΟΜΙΣΕΩΣ <box>1185 1903 1399 1921</box>
holidays-shop: «Ο ΤΥΡΝΑΒΟΣ» <box>342 2196 455 2214</box>
ad-line-2: ΔΙΑ ΤΟ ΝΕΟΝ ΕΤΟΣ <box>1169 1807 1415 1834</box>
murderers-paragraph: Οἱ αἰώνιοι ἄγνωστοι ἐφόνευσαν ἐν τῷ χωρίῳ Τσαγιαζῇ τῆς περιφερείας Σερρῶν τὸν Ἕλληνα μυλωθρὸν Στέφανον Τάσκον, ἐνῷ εἰργάζετο εἰς τὸν μύλον του. <box>539 1411 769 1537</box>
holidays-place: (Θεσσαλίας) <box>361 2219 436 2235</box>
masthead-rule <box>10 69 1558 71</box>
sandanski-title-2: ΚΑΤΑ ΤΟΥ ΕΛΛ. ΜΕΛΕΝΙΚΟΥ <box>582 110 968 140</box>
metropolis-address: Αἰδεσιμώτατοι πρεσβύτεροι καὶ ἐντιμότατοι Κύριοι ἐπίτροποι τῶν Ἱ. Ἐκκλησιῶν τῆς ἐξουσίας ἡμῶν πατρικῶς. <box>16 1051 258 1115</box>
calendar-title: ΗΜΕΡΟΛΟΓΙΟΝ <box>44 93 229 120</box>
shop-heading: ΜΑΛΛΙΝΑ ΕΛΒΕΤΙΑΣ ΚΑΙ ΙΣΠΑΝΙΑΣ <box>303 204 494 217</box>
wood-paragraph: Φέρεται εἰς γνῶσιν τοῦ σεβ. κοινοῦ ὅτι πωλοῦνται καυσόξυλα κεκομμένα ἐν τῇ ἀποθήκῃ τοῦ Ὁμέρ ἐφένδη παρὰ τὴν τροχιοδρομικὴν γραμμὴν «Μπεστσινάρ» 26 γρόσια τὸ καντάρι. <box>278 1832 518 1940</box>
metropolis-closing: Ἐν Κῳ διάπυρος εὐχέτης <box>96 1471 258 1487</box>
sandanski-paragraph: Οἱ Σανδανσκικοὶ Βούλγαροι ἀποφάσισαν φαίνεται νὰ τὴν πυρπολήσουν ἀπ' ἄκρου εἰς ἄκρον. <box>539 338 769 391</box>
sandanski-subtitle: ΕΠΑΝΕΙΛΗΜΜΕΝΑΙ ΑΠΟΠΕΙΡΑΙ <box>643 145 907 166</box>
bank-title: ΤΡΑΠΕΖΑ ΑΘΗΝΩΝ <box>578 1546 730 1565</box>
section-separator <box>1032 1401 1552 1402</box>
holidays-title: ΕΠΙ ΤΑΙΣ ΕΟΡΤΑΙΣ <box>322 2052 474 2073</box>
holidays-address-2: Κάτωθεν ξενοδοχείου «Ὄλυμπος» <box>296 2343 501 2358</box>
column-2 <box>270 74 526 2358</box>
